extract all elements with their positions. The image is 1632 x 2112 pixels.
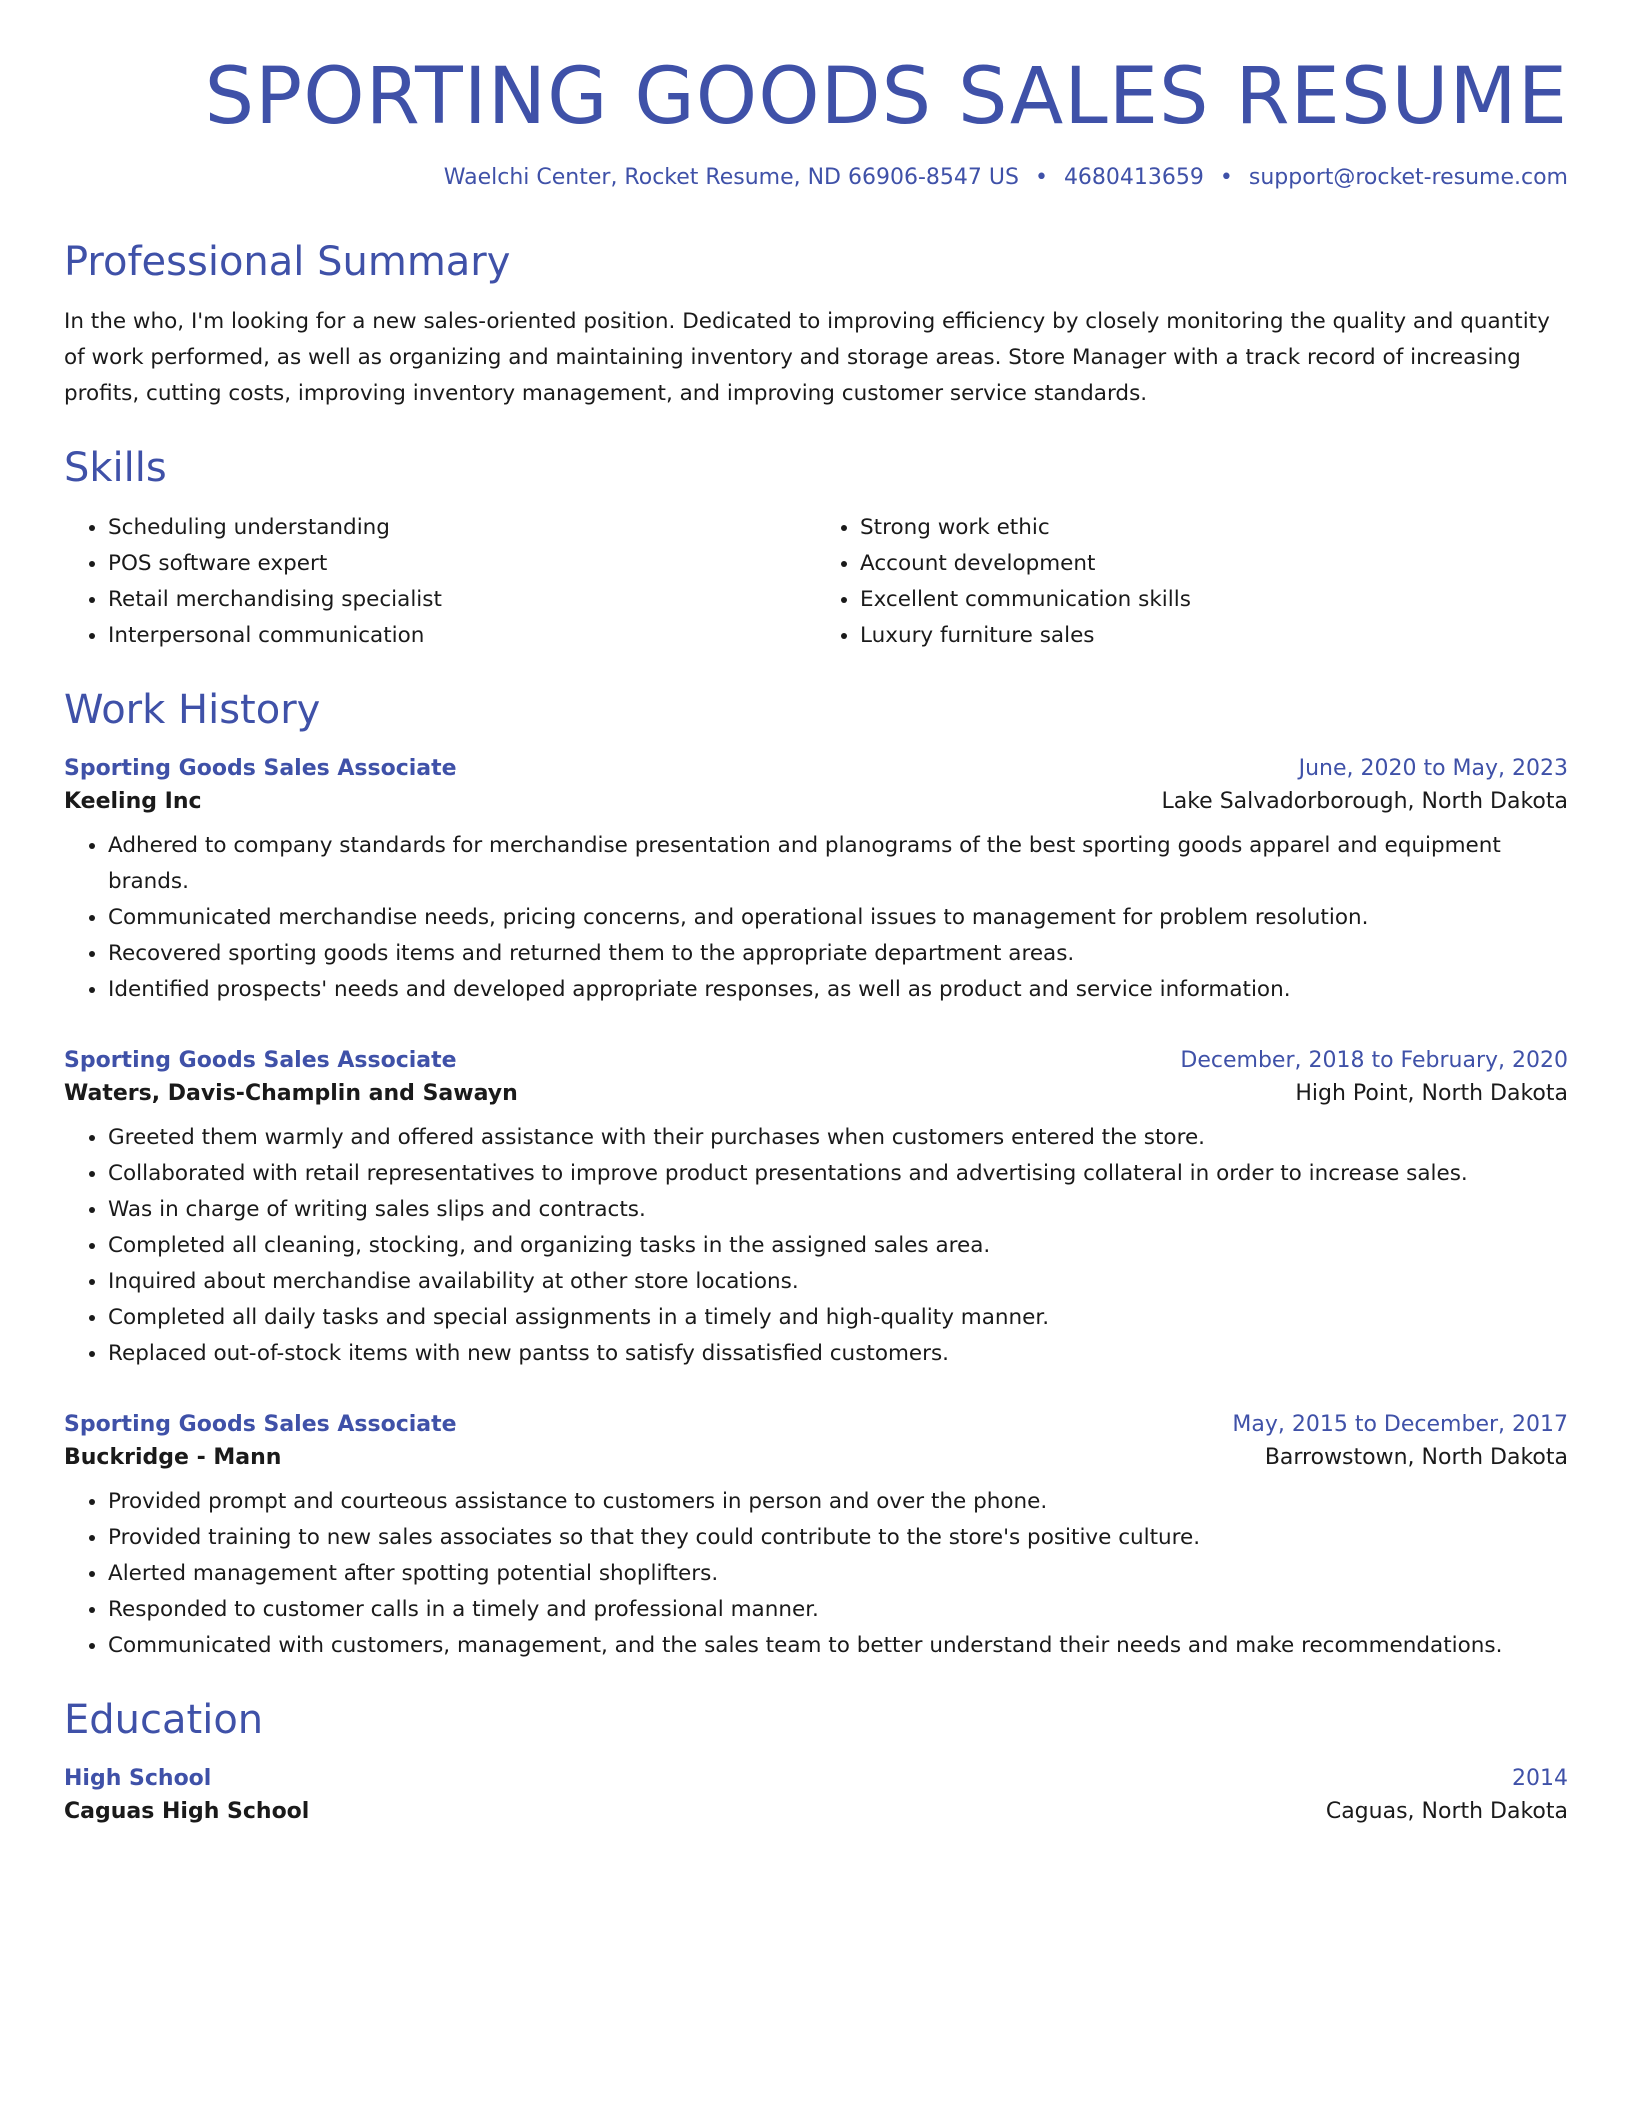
skill-item: • Scheduling understanding (108, 510, 816, 546)
job-location: High Point, North Dakota (1295, 1080, 1568, 1106)
job-entry (64, 1048, 1568, 1372)
job-title: Sporting Goods Sales Associate (64, 1047, 457, 1073)
job-bullet: • Provided prompt and courteous assistance to customers in person and over the phone. (108, 1484, 1568, 1520)
employer-name: Keeling Inc (64, 788, 202, 814)
contact-separator: • (1034, 164, 1048, 190)
job-bullet: • Was in charge of writing sales slips and contracts. (108, 1192, 1568, 1228)
contact-phone: 4680413659 (1063, 164, 1204, 190)
school-location: Caguas, North Dakota (1325, 1798, 1568, 1824)
job-bullet: • Communicated with customers, management, and the sales team to better understand their needs and make recommendations. (108, 1628, 1568, 1664)
skills-list (816, 510, 1568, 654)
job-bullets (64, 828, 1568, 1008)
job-bullet: • Recovered sporting goods items and returned them to the appropriate department areas. (108, 936, 1568, 972)
skill-item: • Excellent communication skills (860, 582, 1568, 618)
skills-list (64, 510, 816, 654)
contact-address: Waelchi Center, Rocket Resume, ND 66906-8547 US (443, 164, 1019, 190)
skills-grid (64, 510, 1568, 654)
skills-section (64, 444, 1568, 654)
skill-item: • POS software expert (108, 546, 816, 582)
job-bullet: • Replaced out-of-stock items with new pantss to satisfy dissatisfied customers. (108, 1336, 1568, 1372)
job-title: Sporting Goods Sales Associate (64, 1411, 457, 1437)
graduation-year: 2014 (1512, 1765, 1568, 1791)
job-bullet: • Greeted them warmly and offered assistance with their purchases when customers entered the store. (108, 1120, 1568, 1156)
skill-item: • Account development (860, 546, 1568, 582)
job-dates: June, 2020 to May, 2023 (1298, 755, 1568, 781)
job-bullet: • Alerted management after spotting potential shoplifters. (108, 1556, 1568, 1592)
job-bullets (64, 1120, 1568, 1372)
contact-email: support@rocket-resume.com (1248, 164, 1568, 190)
job-location: Barrowstown, North Dakota (1264, 1444, 1568, 1470)
skill-item: • Strong work ethic (860, 510, 1568, 546)
work-history-section (64, 686, 1568, 1664)
school-name: Caguas High School (64, 1798, 310, 1824)
resume-title: SPORTING GOODS SALES RESUME (204, 52, 1568, 142)
job-bullets (64, 1484, 1568, 1664)
section-title: Work History (64, 686, 321, 733)
job-dates: December, 2018 to February, 2020 (1180, 1047, 1568, 1073)
job-entry (64, 756, 1568, 1008)
contact-line (64, 165, 1568, 190)
skills-column-left (64, 510, 816, 654)
section-title: Skills (64, 444, 167, 491)
employer-name: Waters, Davis-Champlin and Sawayn (64, 1080, 518, 1106)
job-bullet: • Responded to customer calls in a timely and professional manner. (108, 1592, 1568, 1628)
job-entry (64, 1412, 1568, 1664)
job-dates: May, 2015 to December, 2017 (1232, 1411, 1568, 1437)
education-entry (64, 1766, 1568, 1824)
job-title: Sporting Goods Sales Associate (64, 755, 457, 781)
job-bullet: • Completed all daily tasks and special assignments in a timely and high-quality manner. (108, 1300, 1568, 1336)
job-bullet: • Inquired about merchandise availability at other store locations. (108, 1264, 1568, 1300)
skill-item: • Retail merchandising specialist (108, 582, 816, 618)
job-location: Lake Salvadorborough, North Dakota (1161, 788, 1568, 814)
job-bullet: • Adhered to company standards for merchandise presentation and planograms of the best sporting goods apparel and equipment brands. (108, 828, 1568, 900)
job-bullet: • Identified prospects' needs and developed appropriate responses, as well as product and service information. (108, 972, 1568, 1008)
summary-text: In the who, I'm looking for a new sales-oriented position. Dedicated to improving efficiency by closely monitoring the quality and quantity of work performed, as well as organizing and maintaining inventory and storage areas. Store Manager with a track record of increasing profits, cutting costs, improving inventory management, and improving customer service standards. (64, 308, 1550, 406)
skills-column-right (816, 510, 1568, 654)
skill-item: • Luxury furniture sales (860, 618, 1568, 654)
education-section (64, 1696, 1568, 1824)
job-bullet: • Collaborated with retail representatives to improve product presentations and advertising collateral in order to increase sales. (108, 1156, 1568, 1192)
job-bullet: • Communicated merchandise needs, pricing concerns, and operational issues to management for problem resolution. (108, 900, 1568, 936)
resume-header (64, 0, 1568, 190)
professional-summary-section (64, 238, 1568, 412)
job-bullet: • Completed all cleaning, stocking, and organizing tasks in the assigned sales area. (108, 1228, 1568, 1264)
section-title: Education (64, 1696, 264, 1743)
degree-name: High School (64, 1765, 212, 1791)
employer-name: Buckridge - Mann (64, 1444, 282, 1470)
skill-item: • Interpersonal communication (108, 618, 816, 654)
contact-separator: • (1219, 164, 1233, 190)
section-title: Professional Summary (64, 238, 511, 285)
job-bullet: • Provided training to new sales associates so that they could contribute to the store's positive culture. (108, 1520, 1568, 1556)
